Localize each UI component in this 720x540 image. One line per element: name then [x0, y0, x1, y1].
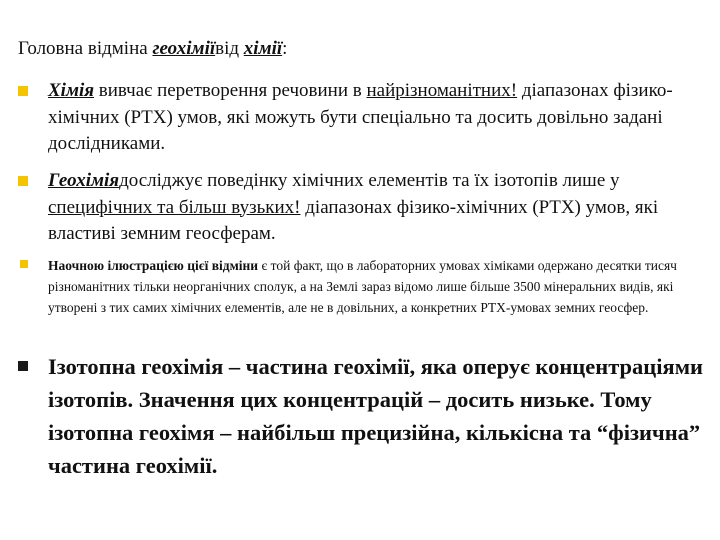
text: Ізотопна геохімія – частина геохімії, яка оперує концентраціями ізотопів. Значення цих концентрацій – досить низьке. Тому ізотопна геохімя – найбільш прецизійна, кількісна та “фізична” частина геохімії. [48, 354, 703, 478]
square-bullet-icon [20, 260, 28, 268]
bullet-item-isotope-geochemistry [18, 350, 708, 482]
bold-text: Наочною ілюстрацією цієї відміни [48, 258, 259, 273]
underlined-text: найрізноманітних! [366, 80, 518, 101]
title-text: від [215, 38, 244, 59]
square-bullet-icon [18, 86, 28, 96]
bullet-item-illustration [18, 255, 708, 318]
title-text: : [282, 38, 288, 59]
underlined-text: специфічних та більш вузьких! [48, 196, 301, 218]
term: Геохімія [48, 170, 120, 191]
text: діапазонах фізико-хімічних (PTX) умов, які можуть бути спеціально та досить довільно задані дослідниками. [48, 80, 673, 154]
term: Хімія [48, 80, 95, 101]
bullet-item-chemistry [18, 78, 708, 158]
term-chemistry: хімії [243, 38, 283, 59]
text: є той факт, що в лабораторних умовах хіміками одержано десятки тисяч різноманітних тільки неорганічних сполук, а на Землі зараз відомо лише більше 3500 мінеральних видів, які утворені з тих самих хімічних елементів, але не в довільних, а конкретних PTX-умовах земних геосфер. [48, 258, 677, 315]
square-bullet-icon [18, 176, 28, 186]
bullet-item-geochemistry [18, 168, 708, 248]
text: досліджує поведінку хімічних елементів та їх ізотопів лише у [119, 170, 620, 191]
square-bullet-icon [18, 361, 28, 371]
text: вивчає перетворення речовини в [94, 80, 367, 101]
term-geochemistry: геохімії [152, 38, 216, 59]
slide-title [18, 38, 287, 60]
title-text: Головна відміна [18, 38, 153, 59]
text: діапазонах фізико-хімічних (PTX) умов, які властиві земним геосферам. [48, 196, 659, 244]
